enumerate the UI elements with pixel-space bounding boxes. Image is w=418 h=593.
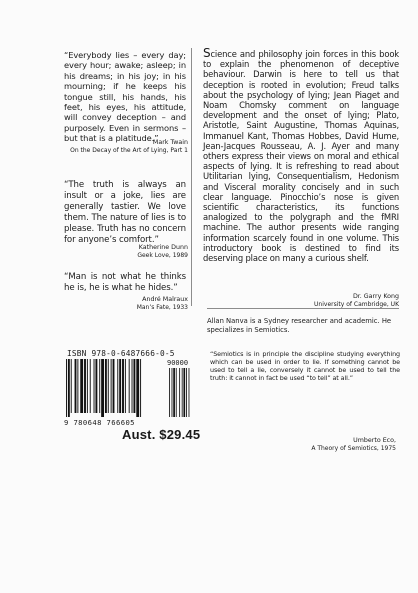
barcode-bar — [125, 359, 126, 413]
barcode-bar — [133, 359, 135, 413]
barcode-bar — [117, 359, 118, 413]
barcode-addon-bar — [173, 368, 175, 417]
malraux-author: André Malraux — [142, 296, 188, 303]
barcode-bar — [122, 359, 124, 413]
barcode-bar — [80, 359, 83, 413]
reviewer-affiliation: University of Cambridge, UK — [314, 300, 399, 308]
dunn-source: Geek Love, 1989 — [137, 251, 188, 259]
barcode-bar — [132, 359, 133, 413]
barcode-bar — [77, 359, 78, 413]
barcode-bar — [75, 359, 77, 413]
barcode-bar — [136, 359, 139, 417]
section-divider — [207, 308, 399, 309]
barcode-addon-bar — [189, 368, 190, 417]
barcode-bar — [113, 359, 115, 413]
twain-attribution — [70, 139, 188, 154]
barcode-addon: 90000 — [167, 359, 189, 367]
blurb-drop-letter: S — [203, 46, 211, 60]
column-divider — [191, 48, 192, 306]
barcode-bar — [99, 359, 100, 413]
barcode-addon-bar — [179, 368, 180, 417]
isbn-label: ISBN 978-0-6487666-0-5 — [67, 349, 175, 358]
barcode-bar — [71, 359, 72, 413]
dunn-quote: “The truth is always an insult or a joke, lies are generally tastier. We love them. The nature of lies is to please. Truth has no concern for anyone’s comfort.” — [64, 180, 186, 245]
eco-quote: “Semiotics is in principle the discipline studying everything which can be used in order to lie. If something cannot be used to tell a lie, conversely it cannot be used to tell the truth: it cannot in fact be used “to tell” at all.” — [210, 350, 400, 382]
book-blurb — [203, 48, 399, 263]
malraux-source: Man’s Fate, 1933 — [136, 303, 188, 311]
barcode-graphic — [66, 359, 190, 417]
barcode-addon-bar — [172, 368, 173, 417]
reviewer-name: Dr. Garry Kong — [352, 293, 399, 300]
barcode-bar — [94, 359, 95, 413]
barcode — [66, 359, 190, 417]
twain-quote: “Everybody lies – every day; every hour; awake; asleep; in his dreams; in his joy; in his mourning; if he keeps his tongue still, his hands, his feet, his eyes, his attitude, will convey deception – and purposely. Even in sermons – but that is a platitude.” — [64, 50, 186, 144]
barcode-bar — [95, 359, 97, 413]
barcode-addon-bar — [182, 368, 183, 417]
blurb-text: cience and philosophy join forces in this book to explain the phenomenon of deceptive behaviour. Darwin is here to tell us that deception is rooted in evolution; Freud talks about the psychology of lying; Jean Piaget and Noam Chomsky comment on language development and the onset of lying; Plato, Aristotle, Saint Augustine, Thomas Aquinas, Immanuel Kant, Thomas Hobbes, David Hume, Jean-Jacques Rousseau, A. J. Ayer and many others express their views on moral and ethical aspects of lying. It is refreshing to read about Utilitarian lying, Consequentialism, Hedonism and Visceral morality concisely and in such clear language. Pinocchio’s nose is given scientific characteristics, its functions analogized to the polygraph and the fMRI machine. The author presents wide ranging information scarcely found in one volume. This introductory book is destined to find its deserving place on many a curious shelf. — [203, 49, 399, 264]
dunn-attribution — [137, 244, 188, 259]
barcode-bar — [87, 359, 88, 413]
malraux-attribution — [137, 296, 188, 311]
eco-author: Umberto Eco, — [353, 437, 396, 444]
barcode-bar — [108, 359, 109, 413]
barcode-bar — [84, 359, 86, 413]
barcode-addon-bar — [169, 368, 170, 417]
barcode-addon-bar — [186, 368, 187, 417]
review-attribution — [314, 293, 399, 308]
twain-author: Mark Twain — [152, 139, 188, 146]
dunn-author: Katherine Dunn — [138, 244, 188, 251]
twain-source: On the Decay of the Art of Lying, Part 1 — [70, 146, 188, 154]
malraux-quote: “Man is not what he thinks he is, he is what he hides.” — [64, 272, 186, 293]
eco-attribution — [311, 437, 396, 452]
barcode-bar — [101, 359, 104, 417]
barcode-bar — [68, 359, 70, 417]
eco-source: A Theory of Semiotics, 1975 — [311, 444, 396, 452]
barcode-bar — [105, 359, 107, 413]
barcode-addon-bar — [176, 368, 177, 417]
barcode-bar — [129, 359, 130, 413]
barcode-bar — [66, 359, 67, 417]
barcode-bar — [90, 359, 91, 413]
barcode-digits: 9 780648 766605 — [64, 418, 135, 427]
barcode-bar — [111, 359, 112, 413]
barcode-bar — [140, 359, 141, 417]
price: Aust. $29.45 — [122, 427, 201, 442]
barcode-addon-bar — [183, 368, 185, 417]
barcode-bar — [119, 359, 121, 413]
author-bio: Allan Nanva is a Sydney researcher and academic. He specializes in Semiotics. — [207, 317, 392, 334]
